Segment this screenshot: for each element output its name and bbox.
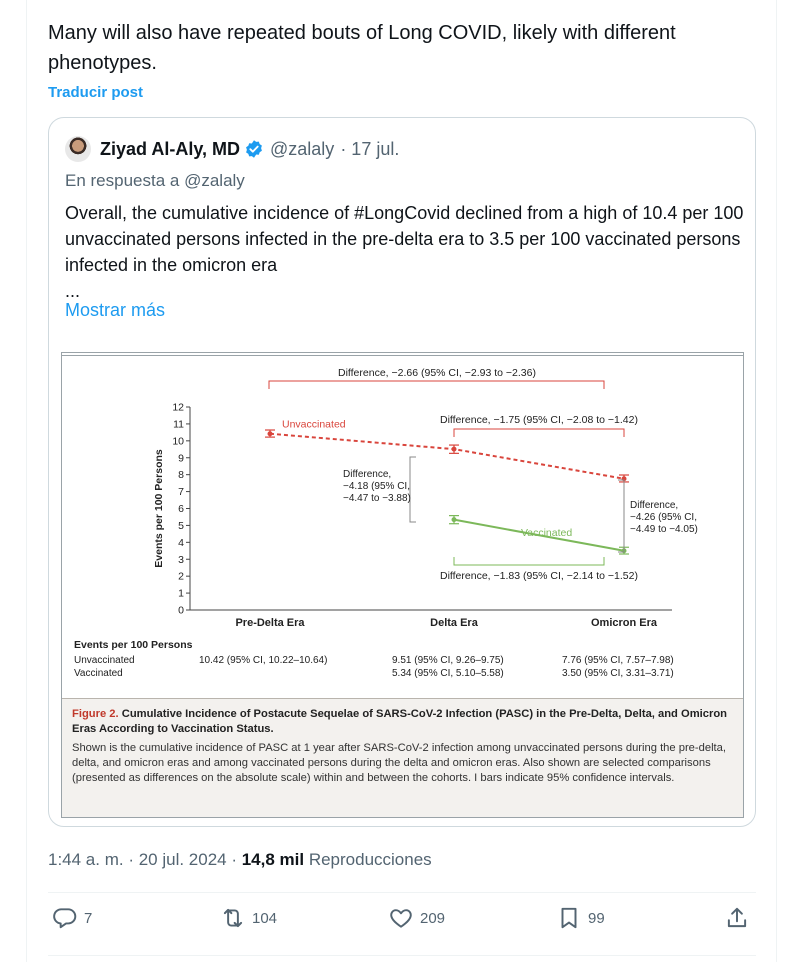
bracket-delta-omicron-vacc (454, 557, 604, 565)
show-more-link[interactable]: Mostrar más (65, 300, 166, 320)
share-button[interactable] (724, 905, 750, 931)
quoted-post-text (65, 200, 745, 304)
table-cell: 3.50 (95% CI, 3.31–3.71) (562, 668, 674, 679)
table-cell: 9.51 (95% CI, 9.26–9.75) (392, 655, 504, 666)
post-text: Many will also have repeated bouts of Long COVID, likely with different phenotypes. (48, 22, 676, 74)
translate-post-link[interactable]: Traducir post (48, 84, 144, 101)
y-tick-label: 3 (178, 553, 184, 566)
bracket-pre-omicron (269, 381, 604, 389)
annotation-omicron-within: −4.49 to −4.05) (630, 524, 698, 535)
share-icon (724, 905, 750, 931)
divider (48, 892, 756, 893)
y-tick-label: 6 (178, 503, 184, 515)
like-button[interactable] (388, 905, 445, 931)
y-tick-label: 12 (172, 401, 184, 414)
annotation-omicron-within: −4.26 (95% CI, (630, 512, 697, 523)
divider-bottom (48, 955, 756, 956)
repost-icon (220, 905, 246, 931)
reply-count: 7 (84, 909, 93, 927)
y-tick-label: 4 (178, 536, 184, 549)
bookmark-button[interactable] (556, 905, 605, 931)
annotation-delta-within: −4.18 (95% CI, (343, 481, 410, 492)
series-label-unvaccinated: Unvaccinated (282, 418, 346, 431)
repost-button[interactable] (220, 905, 277, 931)
view-count: 14,8 mil (241, 850, 305, 869)
post-metadata (48, 850, 432, 870)
y-tick-label: 9 (178, 452, 184, 465)
figure-caption (62, 698, 743, 817)
annotation-pre-omicron: Difference, −2.66 (95% CI, −2.93 to −2.36) (338, 367, 536, 379)
table-cell: 7.76 (95% CI, 7.57–7.98) (562, 655, 674, 666)
reply-button[interactable] (52, 905, 92, 931)
caption-figure-label: Figure 2. (72, 708, 119, 720)
repost-count: 104 (252, 909, 278, 927)
annotation-delta-omicron-vacc: Difference, −1.83 (95% CI, −2.14 to −1.52) (440, 570, 638, 582)
bracket-delta-within (410, 457, 416, 522)
like-count: 209 (420, 909, 446, 927)
post-timestamp[interactable]: 1:44 a. m. · 20 jul. 2024 · (48, 850, 242, 869)
pasc-chart (62, 353, 745, 698)
post-actions (48, 905, 756, 945)
x-category-label: Delta Era (430, 617, 478, 629)
y-tick-label: 10 (172, 435, 184, 448)
annotation-delta-within: Difference, (343, 469, 392, 480)
x-category-label: Omicron Era (590, 617, 658, 629)
quoted-post-header (65, 135, 399, 163)
y-tick-label: 1 (178, 587, 184, 600)
data-point (268, 431, 273, 436)
figure-image[interactable] (61, 352, 744, 818)
timeline-border-left (26, 0, 27, 962)
annotation-delta-omicron-unvacc: Difference, −1.75 (95% CI, −2.08 to −1.42) (440, 414, 638, 426)
quoted-post-ellipsis: ... (65, 281, 81, 301)
y-tick-label: 2 (178, 570, 184, 583)
table-heading: Events per 100 Persons (74, 639, 193, 651)
avatar[interactable] (65, 136, 91, 162)
author-handle[interactable]: @zalaly (270, 138, 335, 159)
data-point (452, 517, 457, 522)
annotation-omicron-within: Difference, (630, 500, 679, 511)
caption-title: Cumulative Incidence of Postacute Sequelae of SARS-CoV-2 Infection (PASC) in the Pre-Delta, Delta, and Omicron Eras According to Vaccination Status. (72, 708, 728, 735)
x-category-label: Pre-Delta Era (235, 617, 305, 629)
timeline-border-right (776, 0, 777, 962)
y-tick-label: 11 (173, 418, 184, 431)
table-cell: 10.42 (95% CI, 10.22–10.64) (199, 655, 328, 666)
data-point (452, 447, 457, 452)
quoted-post[interactable] (48, 117, 756, 827)
verified-badge-icon (244, 139, 264, 159)
table-cell: 5.34 (95% CI, 5.10–5.58) (392, 668, 504, 679)
reply-icon (52, 905, 78, 931)
author-name[interactable]: Ziyad Al-Aly, MD (100, 138, 241, 159)
bookmark-icon (556, 905, 582, 931)
table-row-label: Unvaccinated (74, 655, 135, 666)
view-count-label: Reproducciones (304, 850, 432, 869)
heart-icon (388, 905, 414, 931)
quoted-post-date[interactable]: · 17 jul. (340, 138, 400, 159)
series-label-vaccinated: Vaccinated (521, 527, 573, 540)
bookmark-count: 99 (588, 909, 605, 927)
caption-body: Shown is the cumulative incidence of PASC at 1 year after SARS-CoV-2 infection among unvaccinated persons during the pre-delta, delta, and omicron eras and among vaccinated persons during the delta and omicron eras. Also shown are selected comparisons (presented as differences on the absolute scale) within and between the cohorts. I bars indicate 95% confidence intervals. (72, 742, 726, 784)
table-row-label: Vaccinated (74, 668, 123, 679)
y-tick-label: 0 (178, 604, 184, 617)
y-tick-label: 5 (178, 519, 184, 532)
reply-context: En respuesta a @zalaly (65, 171, 245, 190)
annotation-delta-within: −4.47 to −3.88) (343, 493, 411, 504)
bracket-omicron-within (618, 480, 624, 552)
y-tick-label: 7 (178, 486, 184, 499)
y-tick-label: 8 (178, 469, 184, 482)
series-line-unvaccinated (270, 434, 624, 479)
y-axis-label: Events per 100 Persons (153, 449, 165, 568)
quoted-post-body: Overall, the cumulative incidence of #LongCovid declined from a high of 10.4 per 100 unvaccinated persons infected in the pre-delta era to 3.5 per 100 vaccinated persons infected in the omicron era (65, 203, 744, 275)
bracket-delta-omicron-unvacc (454, 429, 624, 437)
